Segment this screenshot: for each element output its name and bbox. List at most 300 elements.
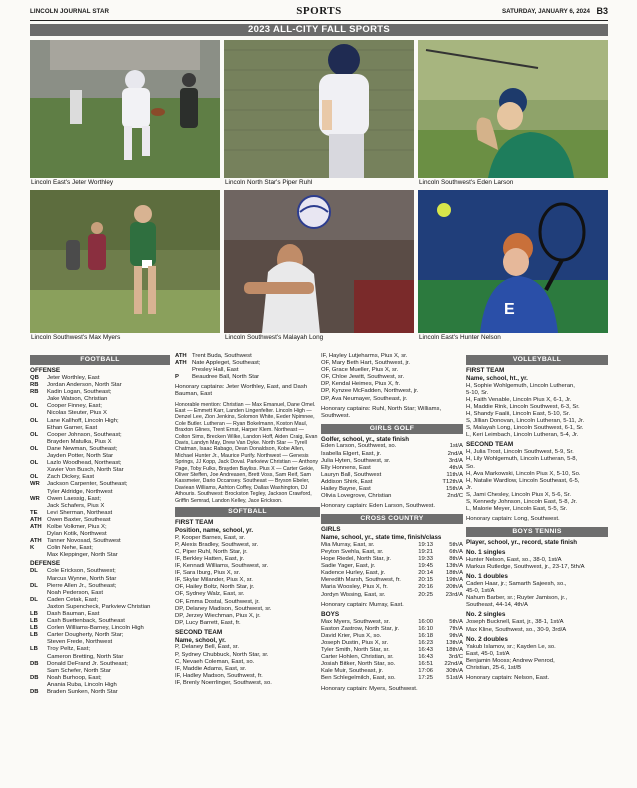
runner-name: Hope Riedel, North Star, jr.: [321, 556, 392, 563]
position-label: OL: [30, 445, 39, 452]
softball-col-header: Position, name, school, yr.: [175, 527, 254, 535]
player-name-cont: Brayden Matulka, Pius X: [47, 438, 112, 445]
finish-class: 22nd/A: [444, 661, 463, 668]
runner-row: [321, 668, 463, 675]
position-label: DB: [30, 674, 39, 681]
cross-country-header: CROSS COUNTRY: [321, 514, 463, 524]
tennis-entry: Hunter Nelson, East, so., 38-0, 1st/A: [466, 556, 562, 563]
player-name-cont: Ethan Garner, East: [47, 424, 98, 431]
state-time: 16:43: [418, 647, 433, 654]
volleyball-header: VOLLEYBALL: [466, 355, 608, 365]
section-title: SPORTS: [296, 5, 342, 17]
golfer-name: Addison Shirk, East: [321, 478, 373, 485]
position-label: WR: [30, 481, 40, 488]
photo-cross-country: [30, 190, 220, 333]
roster-row: [30, 632, 170, 639]
runner-row: [321, 577, 463, 584]
position-label: LB: [30, 611, 38, 617]
player-name: Cooper Finney, East;: [47, 403, 102, 410]
position-label: LB: [30, 625, 38, 632]
roster-row: [30, 446, 170, 453]
runner-name: Peyton Svehla, East, sr.: [321, 548, 384, 555]
roster-row: [30, 389, 170, 396]
golf-row: [321, 458, 463, 465]
position-label: RB: [30, 389, 39, 396]
roster-row: [30, 583, 170, 590]
volleyball-entry: H, Lily Wohlgemuth, Lincoln Lutheran, 5-8,: [466, 456, 578, 463]
volleyball-entry: L, Malorie Meyer, Lincoln East, 5-5, Sr.: [466, 506, 568, 513]
football-honorable-mention: Honorable mention: Christian — Max Emanuel, Dane Omel. East — Emmett Karr, Landen Lingenfelter. Lincoln High — Denzel Lee, Zion Jenkins, Solomon White, Eeder Npimnee, Cole Butler. Lutheran — Ryan Bokelmann, Koston Maul, Braxton Glines, Trent Ernst, Harper Klem. Northeast — Colton Sims, Brecken Wilke, Landon Hoff, Aiden Craig, Evan Davis, Landyn May, Drew Van Dyke. North Star — Tyrell Chatman, Isaac Rabago, Dean Donaldson, Kobe Allen, Michael Hunter Jr., Maurice Purify. Northwest — Genesis Springs, JJ Kopp, Jack Doval. Parkview Christian — Anthony Page, Toby Fulks, Brayden Bayliss. Pius X — Carter Gekie, Oliver Steffen, Joe Andreasen, Brett Voss, Sam Reif, Sam Kassmeier, Dario Occansey. Southeast — Bryson Ebeler, Daviean Williams, Ashton Coffey, Dallas Washington, DJ Athouris. Southwest: Brockston Tegley, Jackson Crawford, Griffin Semrad, Landon Kelley, Jace Erickson.: [175, 401, 319, 504]
photo-caption: Lincoln Southwest's Eden Larson: [419, 179, 514, 186]
state-time: 19:33: [418, 556, 433, 563]
player-name: Zach Dickey, East: [47, 474, 95, 481]
player-name-cont: Xavier Von Busch, North Star: [47, 467, 124, 474]
position-label: OL: [30, 474, 39, 481]
state-time: 16:18: [418, 632, 433, 639]
golfer-name: Lauryn Ball, Southwest: [321, 471, 382, 478]
state-finish: 4th/A: [449, 464, 463, 471]
state-finish: 11th/A: [446, 471, 463, 478]
vb-col-header: Name, school, ht., yr.: [466, 375, 528, 382]
state-time: 20:16: [418, 584, 433, 591]
player-name: Pierre Allen Jr., Southeast;: [47, 582, 117, 589]
runner-name: Maria Woosley, Pius X, fr.: [321, 584, 388, 591]
offense-label: OFFENSE: [30, 367, 61, 374]
runner-name: Sadie Yager, East, jr.: [321, 563, 376, 570]
runner-name: Easton Zastrow, North Star, jr.: [321, 625, 400, 632]
photo-volleyball: [224, 190, 414, 333]
softball-entry: IF, Berkley Hatten, East, jr.: [175, 555, 245, 562]
runner-name: Josiah Bitker, North Star, so.: [321, 661, 396, 668]
position-label: DB: [30, 660, 39, 667]
vb-second-team: SECOND TEAM: [466, 441, 514, 449]
golf-list: [321, 443, 463, 500]
player-name: Donald DeFrand Jr. Southeast;: [47, 660, 128, 667]
tennis-entry: 45-0, 1st/A: [466, 588, 495, 595]
softball-honorary: Honorary captains: Ruhl, North Star; Williams, Southwest.: [321, 405, 442, 419]
roster-row: [30, 403, 170, 410]
roster-row: [30, 375, 170, 382]
player-name: Jeter Worthley, East: [47, 375, 100, 381]
player-name: Trent Buda, Southwest: [192, 353, 252, 359]
softball-entry: OF, Mary Beth Hart, Southwest, jr.: [321, 360, 411, 367]
softball-entry: P, Alexis Bradley, Southwest, sr.: [175, 541, 259, 548]
state-time: 19:13: [418, 541, 433, 548]
tennis-entry: Caden Haar, jr.; Samarth Sajeesh, so.,: [466, 581, 567, 588]
position-label: ATH: [175, 353, 187, 359]
runner-row: [321, 640, 463, 647]
football-column: [30, 353, 170, 696]
softball-header: SOFTBALL: [175, 507, 320, 517]
page-number: B3: [596, 6, 608, 16]
roster-row: [30, 517, 170, 524]
runner-name: Ben Schlegelmilch, East, so.: [321, 675, 396, 682]
photo-tennis: [418, 190, 608, 333]
finish-class: 9th/A: [449, 632, 463, 639]
runner-row: [321, 654, 463, 661]
golf-row: [321, 479, 463, 486]
position-label: QB: [30, 375, 39, 381]
player-name-cont: Tyler Aldridge, Northwest: [47, 488, 113, 495]
player-name-cont: Jack Schafers, Pius X: [47, 502, 105, 509]
player-name: Beaudree Ball, North Star: [192, 374, 260, 381]
roster-row: [30, 675, 170, 682]
softball-entry: DP, Ava Neumayer, Southeast, jr.: [321, 395, 408, 402]
runner-name: Max Myers, Southwest, sr.: [321, 618, 391, 625]
player-name: Carter Dougherty, North Star;: [47, 632, 124, 639]
svg-text:E: E: [504, 301, 515, 318]
roster-row: [30, 382, 170, 389]
volleyball-entry: S, Jillian Donovan, Lincoln Lutheran, 5-11, Jr.: [466, 418, 585, 425]
vb-second-list: [466, 449, 608, 513]
finish-class: 19th/A: [445, 577, 463, 584]
tennis-entry: Southeast, 44-14, 4th/A: [466, 602, 528, 609]
position-label: RB: [30, 382, 39, 389]
softball-entry: IF, Sara Iburg, Pius X, sr.: [175, 570, 241, 577]
position-label: OL: [30, 417, 39, 424]
roster-row: [30, 474, 170, 481]
banner-title: 2023 ALL-CITY FALL SPORTS: [30, 24, 608, 36]
roster-row: [30, 538, 170, 545]
tennis-list: [466, 549, 608, 672]
photo-caption: Lincoln North Star's Piper Ruhl: [225, 179, 313, 186]
position-label: LB: [30, 618, 38, 625]
golf-cc-column: [321, 353, 463, 693]
runner-row: [321, 661, 463, 668]
player-name-cont: Nicolas Steuter, Pius X: [47, 410, 107, 417]
football-cont-list: [175, 353, 320, 381]
volleyball-entry: L, Keri Leimbach, Lincoln Lutheran, 5-4, Jr.: [466, 432, 579, 439]
player-name-cont: Jake Watson, Christian: [47, 396, 108, 403]
softball-entry: DP, Jerzey Wiechman, Pius X, jr.: [175, 612, 261, 619]
volleyball-entry-cont: So.: [466, 463, 475, 470]
volleyball-entry: H, Sophie Wohlgemuth, Lincoln Lutheran,: [466, 382, 575, 389]
finish-class: 20th/A: [445, 584, 463, 591]
state-time: 16:23: [418, 640, 433, 646]
runner-row: [321, 633, 463, 640]
tennis-entry: Markus Rutledge, Southwest, jr., 23-17, 5th/A: [466, 563, 585, 570]
player-name: Levi Sherman, Northeast: [47, 509, 113, 516]
position-label: ATH: [175, 360, 187, 367]
runner-row: [321, 542, 463, 549]
finish-class: 13th/A: [445, 640, 463, 646]
volleyball-entry: H, Ava Markowski, Lincoln Pius X, 5-10, So.: [466, 470, 581, 477]
player-name: Corlen Williams-Barney, Lincoln High: [47, 625, 144, 632]
position-label: OL: [30, 460, 39, 467]
roster-row: [30, 481, 170, 488]
roster-row: [30, 625, 170, 632]
tennis-entry: East, 45-0, 1st/A: [466, 650, 510, 657]
position-label: DL: [30, 596, 38, 603]
volleyball-entry: H, Faith Venable, Lincoln Pius X, 6-1, Jr.: [466, 396, 572, 403]
player-name: Cooper Johnson, Southeast;: [47, 431, 122, 438]
runner-row: [321, 592, 463, 599]
player-name: Owen Laessig, East;: [47, 495, 102, 502]
player-name: Nate Appleget, Southeast;: [192, 360, 261, 367]
state-time: 17:25: [418, 675, 433, 682]
finish-class: 51st/A: [446, 675, 463, 682]
softball-first-team: FIRST TEAM: [175, 519, 214, 527]
volleyball-entry: S, Kennedy Johnson, Lincoln East, 5-8, Jr.: [466, 499, 578, 505]
state-time: 16:51: [418, 661, 433, 668]
state-finish: 1st/A: [449, 443, 463, 450]
runner-row: [321, 556, 463, 563]
softball-entry: OF, Hailey Boltz, North Star, jr.: [175, 584, 255, 591]
position-label: DB: [30, 689, 39, 696]
player-name: Troy Peltz, East;: [47, 646, 90, 653]
position-label: ATH: [30, 523, 42, 530]
softball-entry: P, Delaney Bell, East, sr.: [175, 644, 240, 651]
player-name: Kadin Logan, Southeast;: [47, 389, 112, 396]
player-name: Jackson Carpenter, Southeast;: [47, 481, 128, 488]
photo-caption: Lincoln East's Hunter Nelson: [419, 334, 501, 341]
football-honorary: Honorary captains: Jeter Worthley, East, and Dash Bauman, East: [175, 384, 308, 398]
vb-honorary: Honorary captain: Long, Southwest.: [466, 516, 560, 523]
finish-class: 5th/A: [449, 618, 463, 625]
position-label: LB: [30, 646, 38, 653]
photo-football: [30, 40, 220, 178]
golf-row: [321, 486, 463, 493]
runner-row: [321, 549, 463, 556]
defense-label: DEFENSE: [30, 560, 61, 568]
position-label: LB: [30, 632, 38, 639]
tennis-entry: Joseph Bucknell, East, jr., 38-1, 1st/A: [466, 619, 564, 626]
volleyball-entry: H, Natalie Wardlow, Lincoln Southeast, 6-5,: [466, 477, 580, 484]
roster-row: [30, 618, 170, 625]
softball-entry: DP, Kendal Heimes, Pius X, fr.: [321, 381, 401, 388]
cc-girls-list: [321, 542, 463, 599]
softball-entry: DP, Kynzee McFadden, Northwest, jr.: [321, 388, 419, 395]
roster-row: [30, 597, 170, 604]
player-name: Braden Sunken, North Star: [47, 689, 118, 696]
boys-tennis-header: BOYS TENNIS: [466, 527, 608, 537]
runner-name: Jordyn Wissing, East, sr.: [321, 591, 386, 598]
tennis-entry: Yakub Islamov, sr.; Kayden Le, so.: [466, 643, 556, 650]
player-name-cont: Marcus Wynne, North Star: [47, 575, 117, 582]
runner-row: [321, 626, 463, 633]
position-label: P: [175, 374, 179, 381]
softball-entry: OF, Emma Dostal, Southwest, jr.: [175, 598, 260, 605]
position-label: DL: [30, 582, 38, 589]
state-time: 16:43: [418, 654, 433, 661]
runner-row: [321, 675, 463, 682]
roster-row: [175, 374, 320, 381]
position-label: TE: [30, 509, 38, 516]
state-time: 20:14: [418, 570, 433, 577]
tennis-flight-label: No. 1 doubles: [466, 573, 508, 581]
volleyball-entry: S, Malayah Long, Lincoln Southwest, 6-1, Sr.: [466, 425, 584, 432]
girls-golf-header: GIRLS GOLF: [321, 424, 463, 434]
player-name: Colin Nehe, East;: [47, 545, 93, 552]
runner-row: [321, 584, 463, 591]
golf-row: [321, 465, 463, 472]
golf-row: [321, 451, 463, 458]
position-label: OL: [30, 431, 39, 438]
cc-girls-honorary: Honorary captain: Murray, East.: [321, 601, 404, 608]
roster-row: [30, 545, 170, 552]
tennis-entry: Nahum Barber, sr.; Ruyter Jamison, jr.,: [466, 595, 568, 602]
cc-boys-honorary: Honorary captain: Myers, Southwest.: [321, 685, 418, 692]
offense-list: [30, 375, 170, 559]
finish-class: 23rd/A: [445, 591, 463, 598]
golf-col-header: Golfer, school, yr., state finish: [321, 435, 410, 443]
state-time: 16:10: [418, 625, 433, 632]
football-header: FOOTBALL: [30, 355, 170, 365]
page-header: [30, 5, 608, 21]
runner-row: [321, 647, 463, 654]
softball-second-cont-list: [321, 353, 463, 403]
finish-class: 6th/A: [449, 548, 463, 555]
roster-row: [30, 646, 170, 653]
vb-first-list: [466, 383, 608, 440]
volleyball-entry-cont: 5-10, Sr.: [466, 389, 489, 396]
roster-row: [30, 510, 170, 517]
roster-row: [30, 661, 170, 668]
player-name-cont: Presley Hall, East: [192, 367, 239, 374]
runner-row: [321, 619, 463, 626]
state-time: 20:15: [418, 577, 433, 584]
photo-caption: Lincoln East's Jeter Worthley: [31, 179, 114, 186]
softball-entry: P, Sydney Chubbuck, North Star, sr.: [175, 651, 269, 658]
player-name-cont: Dylan Kotik, Northwest: [47, 531, 107, 538]
finish-class: 5th/A: [449, 541, 463, 548]
volleyball-entry: H, Shandy Faalii, Lincoln East, 5-10, Sr.: [466, 410, 571, 417]
roster-row: [30, 432, 170, 439]
finish-class: 13th/A: [445, 563, 463, 570]
state-time: 20:25: [418, 591, 433, 598]
tennis-honorary: Honorary captain: Nelson, East.: [466, 675, 550, 681]
golfer-name: Elly Honnens, East: [321, 464, 371, 471]
roster-row: [30, 418, 170, 425]
softball-first-list: [175, 535, 320, 627]
tennis-flight-label: No. 2 singles: [466, 611, 506, 619]
tennis-flight-label: No. 2 doubles: [466, 635, 508, 643]
softball-entry: C, Nevaeh Coleman, East, so.: [175, 658, 255, 665]
roster-row: [30, 524, 170, 531]
player-name: Cash Buettenback, Southeast: [47, 618, 125, 625]
golf-row: [321, 443, 463, 450]
position-label: OL: [30, 403, 39, 410]
player-name-cont: Max Kleppinger, North Star: [47, 552, 118, 559]
roster-row: [175, 353, 320, 360]
finish-class: 18th/A: [445, 570, 463, 577]
roster-row: [30, 689, 170, 696]
softball-entry: OF, Chloe Jewitt, Southwest, sr.: [321, 374, 405, 381]
player-name: Kolbe Volkmer, Pius X;: [47, 523, 107, 530]
photo-caption: Lincoln Southwest's Malayah Long: [225, 334, 324, 341]
softball-entry: IF, Hadley Madson, Southwest, fr.: [175, 672, 263, 679]
runner-name: David Krier, Pius X, so.: [321, 632, 382, 639]
player-name: Cole Erickson, Southwest;: [47, 568, 116, 575]
runner-name: Carter Hohlen, Christian, sr.: [321, 654, 394, 661]
player-name: Lane Kallhoff, Lincoln High;: [47, 417, 119, 424]
softball-second-list: [175, 644, 320, 687]
softball-entry: P, Kooper Barnes, East, sr.: [175, 534, 246, 541]
cc-boys-label: BOYS: [321, 610, 340, 618]
publication-name: LINCOLN JOURNAL STAR: [30, 8, 110, 15]
runner-row: [321, 563, 463, 570]
roster-row: [30, 496, 170, 503]
photo-caption: Lincoln Southwest's Max Myers: [31, 334, 121, 341]
roster-row: [175, 360, 320, 367]
state-time: 19:45: [418, 563, 433, 570]
vb-first-team: FIRST TEAM: [466, 367, 505, 374]
state-time: 16:00: [418, 618, 433, 625]
volleyball-entry: S, Jami Chesley, Lincoln Pius X, 5-6, Sr.: [466, 491, 571, 498]
state-finish: 15th/A: [445, 486, 463, 492]
player-name-cont: Jayden Potter, North Star: [47, 453, 114, 460]
volleyball-entry-cont: Jr.: [466, 484, 473, 491]
golf-honorary: Honorary captain: Eden Larson, Southwest.: [321, 503, 435, 510]
state-finish: 2nd/A: [447, 450, 463, 457]
runner-name: Kale Muir, Southeast, jr.: [321, 668, 384, 675]
finish-class: 3rd/C: [448, 654, 463, 661]
position-label: K: [30, 545, 35, 552]
golfer-name: Eden Larson, Southwest, so.: [321, 443, 397, 450]
runner-name: Kadence Hurley, East, jr.: [321, 570, 386, 577]
player-name-cont: Steven Frede, Northwest: [47, 639, 113, 646]
state-finish: T12th/A: [442, 478, 463, 485]
softball-entry: IF, Kennadi Williams, Southwest, sr.: [175, 563, 269, 570]
softball-entry: IF, Brenly Noerrlinger, Southwest, so.: [175, 679, 272, 686]
state-time: 17:06: [418, 668, 433, 675]
cc-girls-label: GIRLS: [321, 526, 341, 534]
photo-softball: [224, 40, 414, 178]
defense-list: [30, 568, 170, 696]
softball-entry: IF, Maddie Adams, East, sr.: [175, 665, 247, 672]
player-name-cont: Sam Schefer, North Star: [47, 667, 111, 674]
player-name: Lazlo Woodhead, Northeast;: [47, 460, 122, 467]
state-time: 19:21: [418, 548, 433, 555]
roster-row: [30, 611, 170, 618]
player-name-cont: Noah Pederson, East: [47, 589, 103, 596]
player-name: Noah Burhoop, East;: [47, 674, 102, 681]
golf-row: [321, 493, 463, 500]
softball-entry: IF, Skylar Milander, Pius X, sr.: [175, 577, 253, 584]
player-name: Tanner Novosad, Southwest: [47, 538, 121, 545]
volleyball-tennis-column: [466, 353, 608, 682]
player-name-cont: Anania Ruba, Lincoln High: [47, 681, 117, 688]
runner-name: Mia Murray, East, sr.: [321, 541, 375, 548]
tennis-entry: Christian, 25-6, 1st/B: [466, 664, 522, 671]
golfer-name: Olivia Lovegrove, Christian: [321, 493, 392, 500]
softball-entry: OF, Sydney Walz, East, sr.: [175, 591, 245, 598]
cc-col-header: Name, school, yr., state time, finish/class: [321, 534, 442, 542]
issue-date: SATURDAY, JANUARY 6, 2024: [501, 8, 590, 15]
tennis-col-header: Player, school, yr., record, state finish: [466, 539, 578, 547]
player-name: Dash Bauman, East: [47, 611, 100, 617]
runner-row: [321, 570, 463, 577]
tennis-entry: Max Kline, Southwest, so., 30-9, 3rd/A: [466, 626, 567, 633]
player-name: Caden Cetak, East;: [47, 596, 99, 603]
volleyball-entry: H, Julia Trost, Lincoln Southwest, 5-9, Sr.: [466, 449, 574, 456]
softball-entry: C, Piper Ruhl, North Star, jr.: [175, 548, 248, 555]
finish-class: 8th/A: [449, 556, 463, 563]
football-softball-column: [175, 353, 320, 687]
player-name-cont: Cameron Bretting, North Star: [47, 653, 124, 660]
finish-class: 30th/A: [445, 668, 463, 675]
finish-class: 18th/A: [445, 647, 463, 654]
softball-col-header-2: Name, school, yr.: [175, 636, 226, 644]
golfer-name: Julia Hyten, Southwest, sr.: [321, 457, 391, 464]
player-name: Jordan Anderson, North Star: [47, 382, 122, 389]
volleyball-entry: H, Maddie Rink, Lincoln Southwest, 6-3, Sr.: [466, 403, 580, 410]
player-name: Owen Baxter, Southeast: [47, 516, 111, 523]
state-finish: 3rd/A: [448, 457, 463, 464]
roster-row: [30, 460, 170, 467]
photo-golf: [418, 40, 608, 178]
golf-row: [321, 472, 463, 479]
